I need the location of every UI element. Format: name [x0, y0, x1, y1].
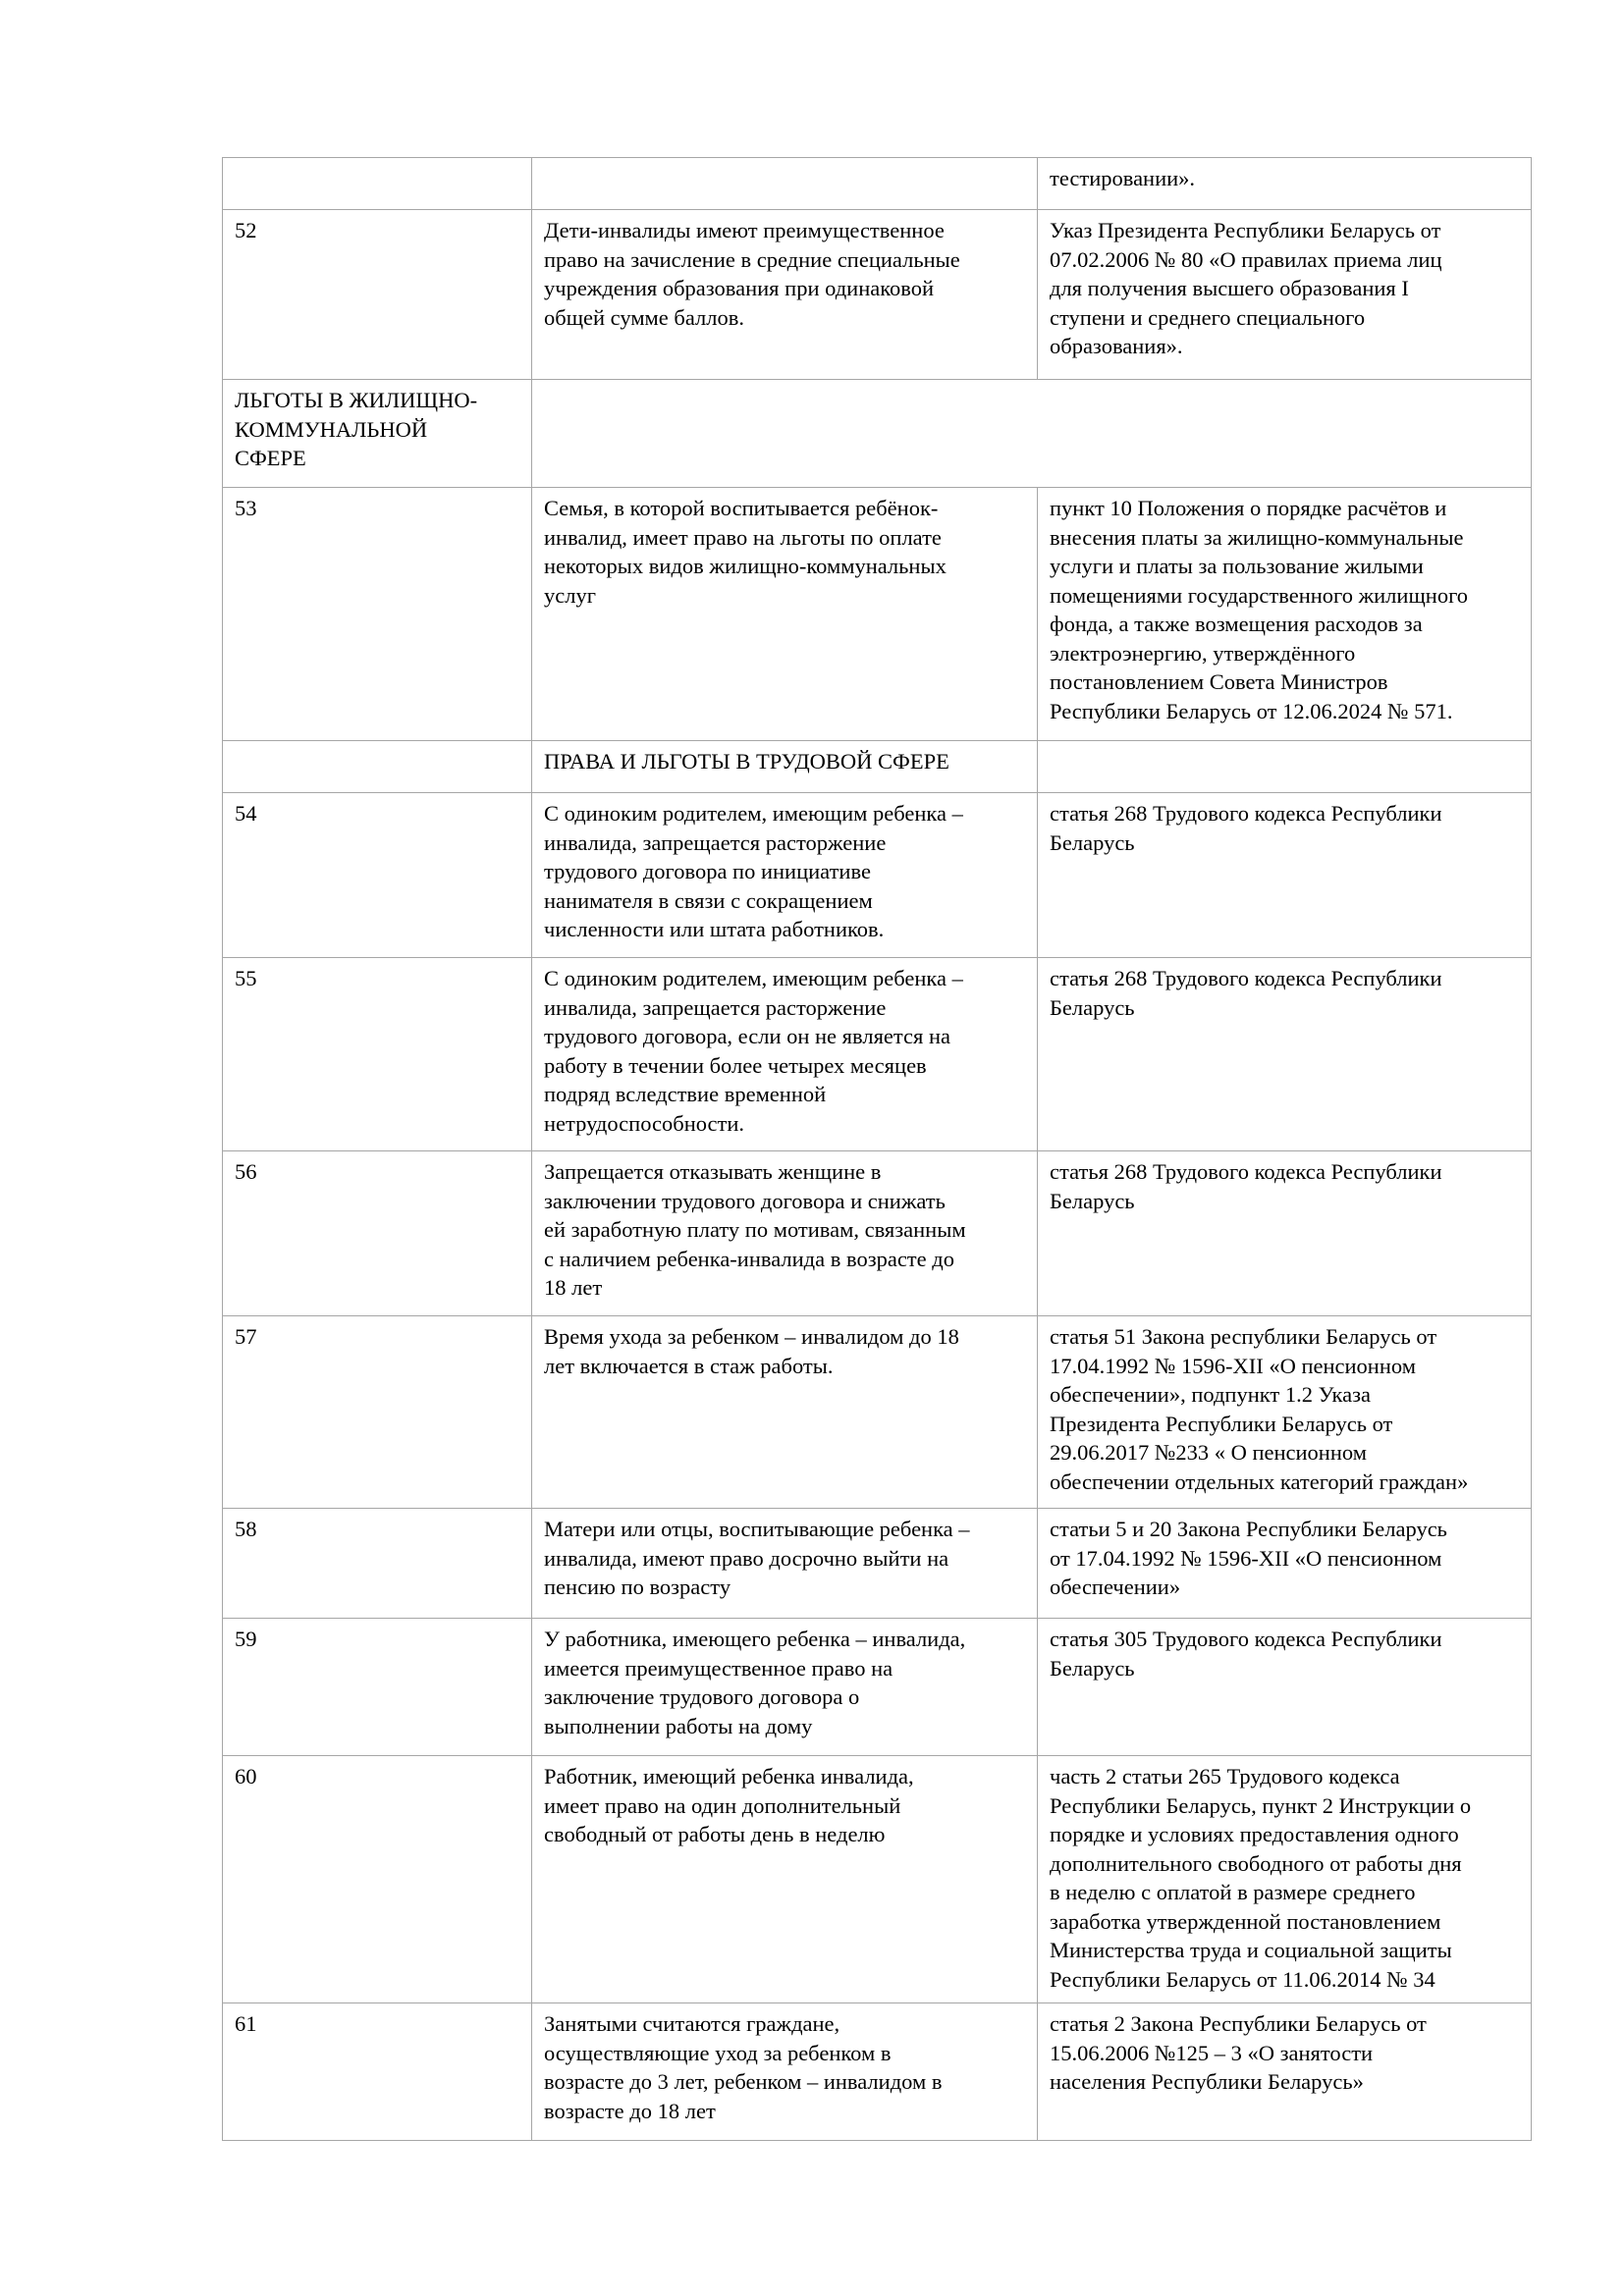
benefit-text: Запрещается отказывать женщине в заключении трудового договора и снижать ей заработную плату по мотивам, связанным с наличием ребенка-инвалида в возрасте до 18 лет — [532, 1151, 1038, 1316]
benefit-text: У работника, имеющего ребенка – инвалида, имеется преимущественное право на заключение трудового договора о выполнении работы на дому — [532, 1619, 1038, 1756]
table-row — [223, 958, 1532, 1151]
legal-source: статьи 5 и 20 Закона Республики Беларусь от 17.04.1992 № 1596-XII «О пенсионном обеспечении» — [1038, 1509, 1532, 1619]
table-row — [223, 1756, 1532, 2003]
legal-source — [1038, 741, 1532, 793]
table-row — [223, 793, 1532, 958]
section-empty-cell — [532, 380, 1532, 488]
legal-source: статья 268 Трудового кодекса Республики Беларусь — [1038, 958, 1532, 1151]
row-number: 59 — [223, 1619, 532, 1756]
benefit-text: Семья, в которой воспитывается ребёнок- инвалид, имеет право на льготы по оплате некоторых видов жилищно-коммунальных услуг — [532, 488, 1038, 741]
benefit-text: С одиноким родителем, имеющим ребенка – инвалида, запрещается расторжение трудового договора, если он не является на работу в течении более четырех месяцев подряд вследствие временной нетрудоспособности. — [532, 958, 1038, 1151]
row-number: 57 — [223, 1316, 532, 1509]
legal-source: тестировании». — [1038, 158, 1532, 210]
table-row — [223, 488, 1532, 741]
table-row — [223, 158, 1532, 210]
row-number: 60 — [223, 1756, 532, 2003]
row-number: 52 — [223, 210, 532, 380]
section-title: ЛЬГОТЫ В ЖИЛИЩНО- КОММУНАЛЬНОЙ СФЕРЕ — [223, 380, 532, 488]
row-number: 55 — [223, 958, 532, 1151]
legal-source: статья 268 Трудового кодекса Республики Беларусь — [1038, 1151, 1532, 1316]
section-row — [223, 741, 1532, 793]
table-row — [223, 210, 1532, 380]
table-row — [223, 1619, 1532, 1756]
legal-source: статья 268 Трудового кодекса Республики Беларусь — [1038, 793, 1532, 958]
benefit-text: Время ухода за ребенком – инвалидом до 18 лет включается в стаж работы. — [532, 1316, 1038, 1509]
legal-source: статья 305 Трудового кодекса Республики Беларусь — [1038, 1619, 1532, 1756]
benefit-text: Матери или отцы, воспитывающие ребенка – инвалида, имеют право досрочно выйти на пенсию по возрасту — [532, 1509, 1038, 1619]
table-row — [223, 1316, 1532, 1509]
benefit-text: Дети-инвалиды имеют преимущественное право на зачисление в средние специальные учреждения образования при одинаковой общей сумме баллов. — [532, 210, 1038, 380]
row-number: 54 — [223, 793, 532, 958]
legal-source: часть 2 статьи 265 Трудового кодекса Республики Беларусь, пункт 2 Инструкции о порядке и условиях предоставления одного дополнительного свободного от работы дня в неделю с оплатой в размере среднего заработка утвержденной постановлением Министерства труда и социальной защиты Республики Беларусь от 11.06.2014 № 34 — [1038, 1756, 1532, 2003]
row-number — [223, 158, 532, 210]
legal-source: статья 51 Закона республики Беларусь от 17.04.1992 № 1596-XII «О пенсионном обеспечении», подпункт 1.2 Указа Президента Республики Беларусь от 29.06.2017 №233 « О пенсионном обеспечении отдельных категорий граждан» — [1038, 1316, 1532, 1509]
row-number: 53 — [223, 488, 532, 741]
table-row — [223, 2003, 1532, 2141]
legal-source: пункт 10 Положения о порядке расчётов и внесения платы за жилищно-коммунальные услуги и платы за пользование жилыми помещениями государственного жилищного фонда, а также возмещения расходов за электроэнергию, утверждённого постановлением Совета Министров Республики Беларусь от 12.06.2024 № 571. — [1038, 488, 1532, 741]
legal-source: Указ Президента Республики Беларусь от 07.02.2006 № 80 «О правилах приема лиц для получения высшего образования I ступени и среднего специального образования». — [1038, 210, 1532, 380]
row-number: 61 — [223, 2003, 532, 2141]
benefit-text: Занятыми считаются граждане, осуществляющие уход за ребенком в возрасте до 3 лет, ребенком – инвалидом в возрасте до 18 лет — [532, 2003, 1038, 2141]
benefits-table — [222, 157, 1532, 2141]
benefit-text: Работник, имеющий ребенка инвалида, имеет право на один дополнительный свободный от работы день в неделю — [532, 1756, 1038, 2003]
section-row — [223, 380, 1532, 488]
section-title: ПРАВА И ЛЬГОТЫ В ТРУДОВОЙ СФЕРЕ — [532, 741, 1038, 793]
row-number: 56 — [223, 1151, 532, 1316]
table-row — [223, 1509, 1532, 1619]
benefit-text: С одиноким родителем, имеющим ребенка – инвалида, запрещается расторжение трудового договора по инициативе нанимателя в связи с сокращением численности или штата работников. — [532, 793, 1038, 958]
table-row — [223, 1151, 1532, 1316]
legal-source: статья 2 Закона Республики Беларусь от 15.06.2006 №125 – 3 «О занятости населения Республики Беларусь» — [1038, 2003, 1532, 2141]
row-number: 58 — [223, 1509, 532, 1619]
row-number — [223, 741, 532, 793]
benefit-text — [532, 158, 1038, 210]
benefits-table-body — [223, 158, 1532, 2141]
